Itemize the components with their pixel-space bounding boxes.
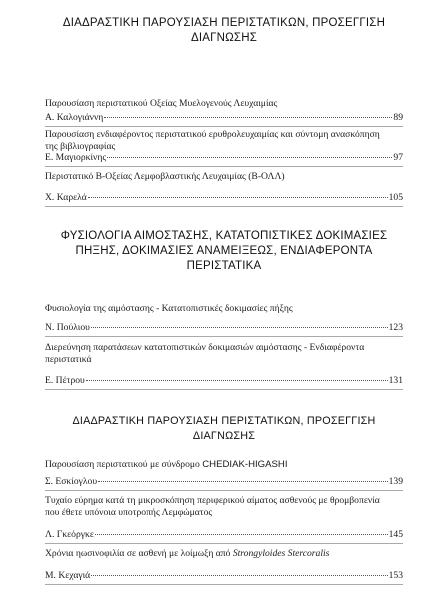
toc-entry-title-line: της βιβλιογραφίας bbox=[45, 141, 116, 152]
toc-entry-author: Μ. Κεχαγιά bbox=[45, 570, 91, 581]
divider bbox=[45, 543, 403, 544]
toc-entry-page: 145 bbox=[388, 529, 403, 540]
toc-entry-author-line[interactable] bbox=[45, 570, 403, 582]
leader-dots bbox=[86, 380, 388, 381]
section-heading-line: ΔΙΑΓΝΩΣΗΣ bbox=[190, 32, 258, 44]
section-heading-line: ΠΕΡΙΣΤΑΤΙΚΑ bbox=[186, 260, 262, 272]
toc-entry-title bbox=[45, 129, 403, 153]
toc-entry-page: 131 bbox=[388, 375, 403, 386]
leader-dots bbox=[107, 157, 392, 158]
divider bbox=[45, 490, 403, 491]
toc-entry-title: Φυσιολογία της αιμόστασης - Κατατοπιστικές δοκιμασίες πήξης bbox=[45, 303, 293, 314]
toc-entry-title-line: Τυχαίο εύρημα κατά τη μικροσκόπηση περιφερικού αίματος ασθενούς με θρομβοπενία bbox=[45, 495, 380, 506]
leader-dots bbox=[98, 481, 388, 482]
toc-entry-author-line[interactable] bbox=[45, 476, 403, 488]
toc-entry-author: Ε. Πέτρου bbox=[45, 375, 85, 386]
leader-dots bbox=[91, 327, 388, 328]
toc-entry-page: 139 bbox=[388, 476, 403, 487]
toc-entry-title-caps: CHEDIAK-HIGASHI bbox=[202, 459, 288, 470]
toc-entry-author-line[interactable] bbox=[45, 322, 403, 334]
section-heading-1 bbox=[45, 16, 403, 46]
toc-entry-author: Α. Καλογιάννη bbox=[45, 112, 104, 123]
leader-dots bbox=[104, 117, 392, 118]
toc-entry-author-line[interactable] bbox=[45, 112, 403, 124]
toc-entry-author: Σ. Εσκίογλου bbox=[45, 476, 98, 487]
toc-entry-author-line[interactable] bbox=[45, 152, 403, 164]
divider bbox=[45, 166, 403, 167]
toc-entry-title-text: Χρόνια ηωσινοφιλία σε ασθενή με λοίμωξη από bbox=[45, 548, 233, 559]
divider bbox=[45, 584, 403, 585]
toc-entry-title bbox=[45, 548, 403, 560]
leader-dots bbox=[91, 575, 387, 576]
toc-entry-title bbox=[45, 495, 403, 519]
toc-entry-page: 105 bbox=[388, 192, 403, 203]
toc-entry-author: Χ. Καρελά bbox=[45, 192, 87, 203]
divider bbox=[45, 206, 403, 207]
toc-entry-author-line[interactable] bbox=[45, 375, 403, 387]
toc-entry-title-text: Παρουσίαση περιστατικού με σύνδρομο bbox=[45, 459, 203, 470]
toc-entry-author-line[interactable] bbox=[45, 529, 403, 541]
leader-dots bbox=[88, 197, 388, 198]
section-heading-line: ΠΗΞΗΣ, ΔΟΚΙΜΑΣΙΕΣ ΑΝΑΜΕΙΞΕΩΣ, ΕΝΔΙΑΦΕΡΟΝΤΑ bbox=[75, 245, 373, 257]
toc-entry-title-italic: Strongyloides Stercoralis bbox=[232, 548, 330, 559]
toc-entry-title-line: Διερεύνηση παρατάσεων κατατοπιστικών δοκιμασιών αιμόστασης - Ενδιαφέροντα bbox=[45, 342, 365, 353]
divider bbox=[45, 126, 403, 127]
toc-entry-title: Παρουσίαση περιστατικού Οξείας Μυελογενούς Λευχαιμίας bbox=[45, 98, 278, 109]
section-heading-line: ΔΙΑΔΡΑΣΤΙΚΗ ΠΑΡΟΥΣΙΑΣΗ ΠΕΡΙΣΤΑΤΙΚΩΝ, ΠΡΟΣΕΓΓΙΣΗ bbox=[62, 17, 386, 29]
toc-entry-page: 153 bbox=[388, 570, 403, 581]
section-heading-2 bbox=[45, 229, 403, 274]
toc-entry-author: Ν. Πούλιου bbox=[45, 322, 90, 333]
toc-entry-title: Περιστατικό Β-Οξείας Λεμφοβλαστικής Λευχαιμίας (Β-ΟΛΛ) bbox=[45, 171, 285, 182]
divider bbox=[45, 389, 403, 390]
toc-entry-title-line: που έθετε υπόνοια υποτροπής Λεμφώματος bbox=[45, 507, 213, 518]
toc-entry-author-line[interactable] bbox=[45, 192, 403, 204]
toc-entry-title-line: Παρουσίαση ενδιαφέροντος περιστατικού ερυθρολευχαιμίας και σύντομη ανασκόπηση bbox=[45, 129, 380, 140]
section-heading-line: ΔΙΑΔΡΑΣΤΙΚΗ ΠΑΡΟΥΣΙΑΣΗ ΠΕΡΙΣΤΑΤΙΚΩΝ, ΠΡΟΣΕΓΓΙΣΗ ΔΙΑΓΝΩΣΗΣ bbox=[72, 415, 376, 442]
toc-entry-title-line: περιστατικά bbox=[45, 354, 92, 365]
toc-entry-page: 89 bbox=[393, 112, 403, 123]
leader-dots bbox=[95, 534, 388, 535]
toc-entry-title bbox=[45, 342, 403, 366]
toc-entry-page: 97 bbox=[393, 152, 403, 163]
toc-entry-author: Λ. Γκεόργκε bbox=[45, 529, 94, 540]
toc-entry-author: Ε. Μαγιορκίνης bbox=[45, 152, 107, 163]
toc-entry-page: 123 bbox=[388, 322, 403, 333]
section-heading-3 bbox=[45, 414, 403, 444]
section-heading-line: ΦΥΣΙΟΛΟΓΙΑ ΑΙΜΟΣΤΑΣΗΣ, ΚΑΤΑΤΟΠΙΣΤΙΚΕΣ ΔΟΚΙΜΑΣΙΕΣ bbox=[60, 230, 388, 242]
divider bbox=[45, 336, 403, 337]
toc-entry-title bbox=[45, 459, 403, 471]
